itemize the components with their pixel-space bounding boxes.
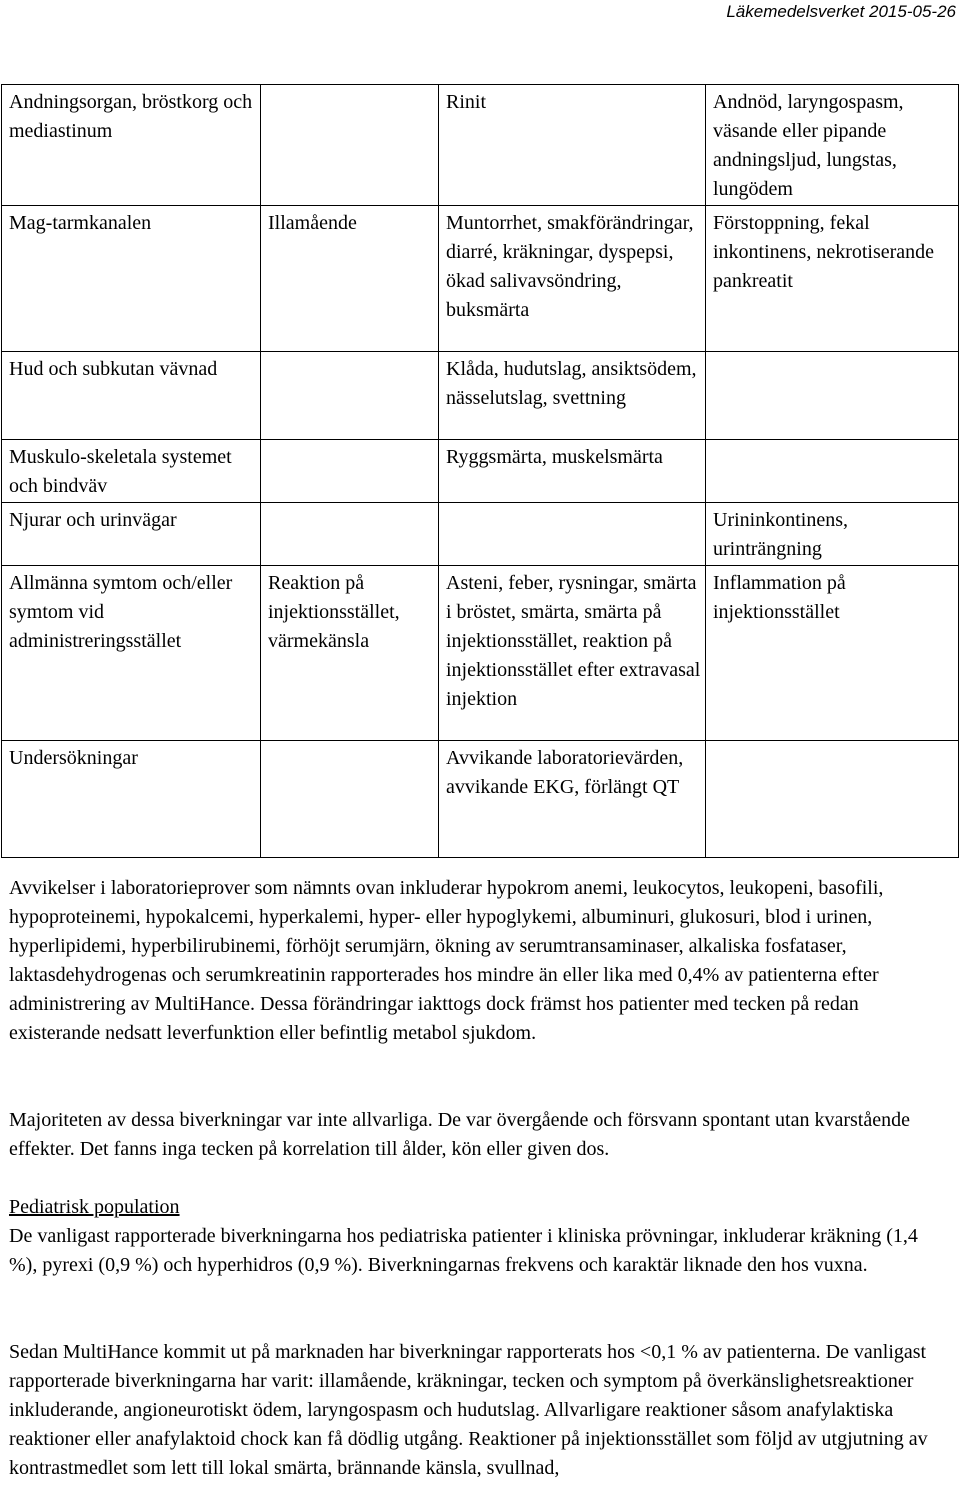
frequency-rare-cell: [706, 741, 959, 858]
frequency-rare-cell: [706, 440, 959, 503]
organ-class-cell: Andningsorgan, bröstkorg och mediastinum: [2, 85, 261, 206]
table-row: [2, 85, 959, 206]
frequency-common-cell: [261, 440, 439, 503]
frequency-rare-cell: Inflammation på injektionsstället: [706, 566, 959, 741]
table-row: [2, 741, 959, 858]
page-header: Läkemedelsverket 2015-05-26: [726, 2, 956, 21]
frequency-common-cell: [261, 503, 439, 566]
frequency-rare-cell: [706, 352, 959, 440]
adverse-reactions-table: [1, 84, 959, 858]
frequency-common-cell: Illamående: [261, 206, 439, 352]
frequency-common-cell: [261, 741, 439, 858]
frequency-uncommon-cell: Avvikande laboratorievärden, avvikande EKG, förlängt QT: [439, 741, 706, 858]
severity-paragraph: Majoriteten av dessa biverkningar var inte allvarliga. De var övergående och försvann spontant utan kvarstående effekter. Det fanns inga tecken på korrelation till ålder, kön eller given dos.: [9, 1109, 910, 1160]
table-row: [2, 352, 959, 440]
organ-class-cell: Hud och subkutan vävnad: [2, 352, 261, 440]
table-row: [2, 503, 959, 566]
frequency-uncommon-cell: Muntorrhet, smakförändringar, diarré, kräkningar, dyspepsi, ökad salivavsöndring, buksmärta: [439, 206, 706, 352]
frequency-uncommon-cell: [439, 503, 706, 566]
postmarketing-paragraph: Sedan MultiHance kommit ut på marknaden har biverkningar rapporterats hos <0,1 % av patienterna. De vanligast rapporterade biverkningarna har varit: illamående, kräkningar, tecken och symptom på överkänslighetsreaktioner inkluderande, angioneurotiskt ödem, laryngospasm och hudutslag. Allvarligare reaktioner såsom anafylaktiska reaktioner eller anafylaktoid chock kan få dödlig utgång. Reaktioner på injektionsstället som följd av utgjutning av kontrastmedlet som lett till lokal smärta, brännande känsla, svullnad,: [9, 1341, 928, 1479]
frequency-rare-cell: Andnöd, laryngospasm, väsande eller pipande andningsljud, lungstas, lungödem: [706, 85, 959, 206]
pediatric-paragraph: De vanligast rapporterade biverkningarna hos pediatriska patienter i kliniska prövningar, inkluderar kräkning (1,4 %), pyrexi (0,9 %) och hyperhidros (0,9 %). Biverkningarnas frekvens och karaktär liknade den hos vuxna.: [9, 1225, 918, 1276]
frequency-common-cell: [261, 352, 439, 440]
table-row: [2, 206, 959, 352]
organ-class-cell: Muskulo-skeletala systemet och bindväv: [2, 440, 261, 503]
organ-class-cell: Njurar och urinvägar: [2, 503, 261, 566]
lab-abnormalities-paragraph: Avvikelser i laboratorieprover som nämnts ovan inkluderar hypokrom anemi, leukocytos, leukopeni, basofili, hypoproteinemi, hypokalcemi, hyperkalemi, hyper- eller hypoglykemi, albuminuri, glukosuri, blod i urinen, hyperlipidemi, hyperbilirubinemi, förhöjt serumjärn, ökning av serumtransaminaser, alkaliska fosfataser, laktasdehydrogenas och serumkreatinin rapporterades hos mindre än eller lika med 0,4% av patienterna efter administrering av MultiHance. Dessa förändringar iakttogs dock främst hos patienter med tecken på redan existerande nedsatt leverfunktion eller befintlig metabol sjukdom.: [9, 877, 884, 1044]
table-row: [2, 440, 959, 503]
organ-class-cell: Mag-tarmkanalen: [2, 206, 261, 352]
frequency-uncommon-cell: Asteni, feber, rysningar, smärta i bröstet, smärta, smärta på injektionsstället, reaktion på injektionsstället efter extravasal injektion: [439, 566, 706, 741]
frequency-rare-cell: Förstoppning, fekal inkontinens, nekrotiserande pankreatit: [706, 206, 959, 352]
frequency-uncommon-cell: Rinit: [439, 85, 706, 206]
frequency-common-cell: Reaktion på injektionsstället, värmekänsla: [261, 566, 439, 741]
frequency-uncommon-cell: Ryggsmärta, muskelsmärta: [439, 440, 706, 503]
frequency-rare-cell: Urininkontinens, urinträngning: [706, 503, 959, 566]
organ-class-cell: Allmänna symtom och/eller symtom vid administreringsstället: [2, 566, 261, 741]
organ-class-cell: Undersökningar: [2, 741, 261, 858]
table-row: [2, 566, 959, 741]
frequency-uncommon-cell: Klåda, hudutslag, ansiktsödem, nässelutslag, svettning: [439, 352, 706, 440]
pediatric-heading: Pediatrisk population: [9, 1196, 180, 1218]
frequency-common-cell: [261, 85, 439, 206]
